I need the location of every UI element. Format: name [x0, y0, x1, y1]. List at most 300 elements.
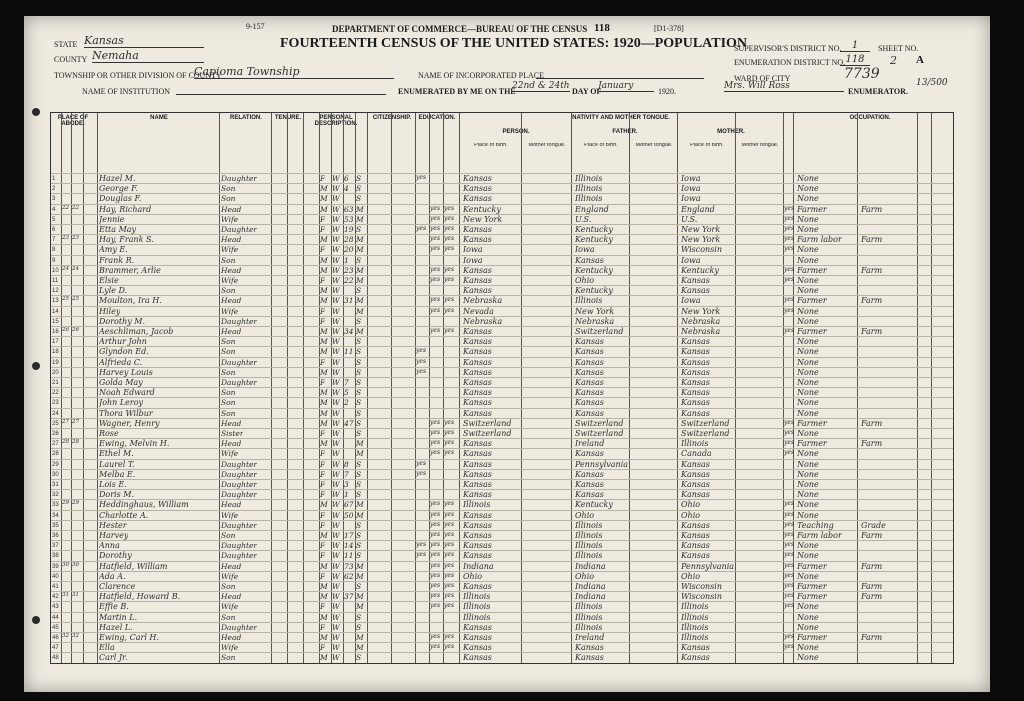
marital-status: M [356, 500, 364, 510]
can-write: yes [444, 633, 455, 640]
industry: Farm [861, 296, 883, 306]
sex: M [320, 337, 328, 347]
punch-hole-icon [32, 616, 40, 624]
sex: F [320, 357, 326, 367]
race: W [332, 480, 340, 489]
relation: Head [221, 265, 242, 275]
incorporated-place-label: NAME OF INCORPORATED PLACE [418, 71, 545, 80]
birthplace: Kansas [463, 459, 492, 469]
mother-birthplace: Wisconsin [681, 592, 723, 602]
age: 1 [344, 490, 349, 500]
can-write: yes [444, 449, 455, 457]
person-name: Golda May [99, 378, 143, 387]
family-number: 29 [72, 500, 79, 507]
page-title: FOURTEENTH CENSUS OF THE UNITED STATES: 1920—POPULATION [280, 36, 748, 51]
industry: Farm [861, 235, 883, 245]
line-number: 13 [52, 298, 59, 305]
father-birthplace: Kentucky [575, 286, 613, 296]
sex: F [320, 643, 326, 653]
section-tenure: TENURE. [274, 115, 302, 121]
attended-school: yes [416, 347, 427, 355]
relation: Son [221, 388, 236, 398]
relation: Daughter [221, 225, 257, 234]
age: 50 [344, 510, 354, 520]
can-read: yes [430, 235, 441, 243]
section-mother: MOTHER. [717, 129, 745, 135]
line-number: 26 [52, 431, 59, 437]
person-name: George F. [99, 184, 139, 194]
sex: M [320, 296, 328, 306]
enumerated-year: 1920. [658, 87, 676, 96]
race: W [332, 653, 340, 663]
township-value: Capioma Township [194, 65, 394, 79]
birthplace: Illinois [463, 602, 491, 612]
father-birthplace: Kansas [575, 653, 604, 663]
marital-status: S [356, 551, 362, 561]
relation: Son [221, 612, 236, 622]
relation: Son [221, 398, 236, 408]
birthplace: Kansas [463, 398, 492, 408]
race: W [332, 255, 340, 265]
family-number: 24 [72, 265, 79, 272]
person-name: Dorothy M. [99, 316, 146, 326]
relation: Head [221, 418, 242, 428]
race: W [332, 245, 340, 255]
father-birthplace: Ohio [575, 571, 595, 581]
father-birthplace: Kansas [575, 490, 604, 500]
father-birthplace: Indiana [575, 582, 606, 591]
person-name: Etta May [99, 225, 137, 234]
ward-label: WARD OF CITY [734, 74, 791, 83]
can-read: yes [430, 551, 441, 559]
can-write: yes [444, 500, 455, 508]
section-relation: RELATION. [230, 115, 262, 121]
line-number: 39 [52, 563, 59, 570]
father-birthplace: Kansas [575, 347, 604, 357]
sex: F [320, 306, 326, 316]
father-birthplace: Kansas [575, 337, 604, 347]
section-occupation: OCCUPATION. [849, 115, 891, 121]
marital-status: S [356, 582, 362, 591]
mother-birthplace: Kansas [681, 367, 710, 377]
race: W [332, 204, 340, 214]
birthplace: Kansas [463, 653, 492, 663]
father-birthplace: Kansas [575, 469, 604, 479]
birthplace: Kansas [463, 510, 492, 520]
father-birthplace: Kentucky [575, 500, 613, 510]
age: 11 [344, 347, 354, 357]
marital-status: S [356, 378, 362, 387]
birthplace: Switzerland [463, 418, 512, 428]
sex: F [320, 490, 326, 500]
can-write: yes [444, 306, 455, 314]
line-number: 20 [52, 369, 59, 376]
mother-birthplace: Iowa [681, 194, 701, 204]
section-name: NAME [150, 115, 168, 121]
sex: F [320, 480, 326, 489]
sex: M [320, 265, 328, 275]
age: 67 [344, 500, 354, 510]
speaks-english: yes [784, 510, 795, 518]
father-birth-header: Place of birth. [584, 143, 618, 148]
can-read: yes [430, 449, 441, 457]
race: W [332, 439, 340, 449]
can-write: yes [444, 418, 455, 426]
sex: F [320, 602, 326, 612]
person-name: Alfrieda C. [99, 357, 143, 367]
line-number: 14 [52, 308, 59, 315]
occupation: Teaching [797, 520, 834, 530]
line-number: 23 [52, 400, 59, 407]
sex: M [320, 398, 328, 408]
institution-label: NAME OF INSTITUTION [82, 87, 170, 96]
dwelling-number: 29 [62, 500, 69, 507]
mother-birthplace: Nebraska [681, 316, 721, 326]
family-number: 23 [72, 235, 79, 242]
birthplace: Kansas [463, 194, 492, 204]
person-name: Laurel T. [99, 459, 135, 469]
relation: Daughter [221, 316, 257, 326]
line-number: 38 [52, 553, 59, 560]
person-name: Aeschliman, Jacob [99, 327, 174, 336]
age: 4 [344, 184, 349, 194]
race: W [332, 184, 340, 194]
marital-status: M [356, 602, 364, 612]
industry: Farm [861, 582, 883, 591]
dwelling-number: 24 [62, 265, 69, 272]
can-write: yes [444, 296, 455, 304]
birthplace: Nebraska [463, 296, 503, 306]
person-name: Lois E. [99, 480, 127, 489]
relation: Son [221, 531, 236, 540]
speaks-english: yes [784, 296, 795, 304]
relation: Son [221, 337, 236, 347]
father-birthplace: U.S. [575, 214, 592, 224]
relation: Daughter [221, 551, 257, 561]
industry: Farm [861, 561, 883, 571]
occupation: None [797, 347, 819, 357]
speaks-english: yes [784, 439, 795, 447]
line-number: 46 [52, 635, 59, 641]
father-birthplace: Kansas [575, 398, 604, 408]
marital-status: S [356, 316, 362, 326]
race: W [332, 276, 340, 285]
father-birthplace: Illinois [575, 612, 603, 622]
marital-status: S [356, 480, 362, 489]
line-number: 32 [52, 492, 59, 499]
race: W [332, 582, 340, 591]
person-name: Effie B. [99, 602, 129, 612]
sex: M [320, 561, 328, 571]
person-name: John Leroy [99, 398, 144, 408]
sex: F [320, 520, 326, 530]
can-read: yes [430, 592, 441, 600]
dwelling-number: 31 [62, 592, 69, 599]
can-read: yes [430, 418, 441, 426]
relation: Wife [221, 214, 239, 224]
dwelling-number: 28 [62, 439, 69, 446]
mother-birthplace: Kansas [681, 459, 710, 469]
relation: Head [221, 633, 242, 642]
sex: F [320, 225, 326, 234]
attended-school: yes [416, 469, 427, 477]
sheet-value: 2 [890, 54, 897, 67]
relation: Son [221, 653, 236, 663]
sex: M [320, 408, 328, 418]
age: 53 [344, 214, 354, 224]
mother-birthplace: Pennsylvania [681, 561, 735, 571]
line-number: 27 [52, 441, 59, 448]
age: 62 [344, 571, 354, 581]
occupation: None [797, 286, 819, 296]
occupation: None [797, 357, 819, 367]
father-birthplace: Ohio [575, 510, 595, 520]
mother-birthplace: Canada [681, 449, 712, 459]
marital-status: M [356, 296, 364, 306]
age: 2 [344, 398, 349, 408]
sex: M [320, 194, 328, 204]
relation: Head [221, 592, 242, 602]
age: 34 [344, 327, 354, 336]
family-number: 25 [72, 296, 79, 303]
birthplace: Kansas [463, 439, 492, 449]
line-number: 48 [52, 655, 59, 662]
relation: Daughter [221, 541, 257, 551]
birthplace: Kansas [463, 531, 492, 540]
occupation: Farmer [797, 418, 827, 428]
occupation: Farmer [797, 265, 827, 275]
relation: Wife [221, 306, 239, 316]
occupation: None [797, 245, 819, 255]
occupation: None [797, 276, 819, 285]
age: 19 [344, 225, 354, 234]
marital-status: S [356, 653, 362, 663]
birthplace: New York [463, 214, 503, 224]
age: 7 [344, 469, 349, 479]
line-number: 25 [52, 420, 59, 427]
birthplace: Kansas [463, 184, 492, 194]
person-name: Hazel L. [99, 622, 133, 632]
mother-birthplace: Kansas [681, 469, 710, 479]
father-birthplace: Nebraska [575, 316, 615, 326]
line-number: 35 [52, 522, 59, 529]
father-birthplace: Indiana [575, 561, 606, 571]
mother-birthplace: Kansas [681, 408, 710, 418]
sex: M [320, 327, 328, 336]
sex: M [320, 592, 328, 602]
mother-birthplace: Nebraska [681, 327, 721, 336]
occupation: None [797, 408, 819, 418]
age: 3 [344, 480, 349, 489]
relation: Son [221, 255, 236, 265]
race: W [332, 571, 340, 581]
person-name: Dorothy [99, 551, 132, 561]
relation: Son [221, 347, 236, 357]
sex: M [320, 204, 328, 214]
line-number: 21 [52, 380, 59, 386]
line-number: 5 [52, 216, 56, 223]
section-education: EDUCATION. [418, 115, 456, 121]
mother-birthplace: Kansas [681, 551, 710, 561]
sex: F [320, 459, 326, 469]
section-place-of-abode: PLACE OF ABODE. [57, 115, 89, 127]
mother-birthplace: Illinois [681, 622, 709, 632]
line-number: 15 [52, 318, 59, 325]
relation: Wife [221, 643, 239, 653]
birthplace: Nevada [463, 306, 494, 316]
speaks-english: yes [784, 592, 795, 600]
mother-birthplace: New York [681, 306, 721, 316]
mother-birthplace: Iowa [681, 184, 701, 194]
mother-birthplace: Illinois [681, 633, 709, 642]
line-number: 41 [52, 584, 59, 590]
father-birthplace: Kansas [575, 255, 604, 265]
relation: Head [221, 327, 242, 336]
father-birthplace: Illinois [575, 551, 603, 561]
race: W [332, 551, 340, 561]
speaks-english: yes [784, 602, 795, 610]
person-name: Amy E. [99, 245, 128, 255]
person-name: Melba E. [99, 469, 136, 479]
birthplace: Switzerland [463, 429, 512, 438]
enumerated-month: January [598, 81, 654, 92]
marital-status: S [356, 255, 362, 265]
occupation: None [797, 388, 819, 398]
marital-status: S [356, 469, 362, 479]
sex: F [320, 469, 326, 479]
speaks-english: yes [784, 225, 795, 232]
marital-status: S [356, 286, 362, 296]
mother-birthplace: Illinois [681, 602, 709, 612]
sex: M [320, 531, 328, 540]
line-number: 47 [52, 645, 59, 652]
person-name: Moulton, Ira H. [99, 296, 162, 306]
age: 31 [344, 296, 354, 306]
relation: Son [221, 194, 236, 204]
person-name: Jennie [99, 214, 125, 224]
mother-birthplace: Kentucky [681, 265, 719, 275]
speaks-english: yes [784, 561, 795, 569]
father-birthplace: Iowa [575, 245, 595, 255]
marital-status: S [356, 194, 362, 204]
line-number: 10 [52, 267, 59, 274]
occupation: None [797, 602, 819, 612]
can-write: yes [444, 327, 455, 334]
birthplace: Iowa [463, 255, 483, 265]
age: 22 [344, 276, 354, 285]
can-write: yes [444, 541, 455, 549]
sex: M [320, 235, 328, 245]
attended-school: yes [416, 174, 427, 181]
race: W [332, 469, 340, 479]
mother-birthplace: England [681, 204, 715, 214]
race: W [332, 612, 340, 622]
speaks-english: yes [784, 276, 795, 283]
mother-birthplace: Switzerland [681, 429, 730, 438]
can-read: yes [430, 265, 441, 273]
father-birthplace: England [575, 204, 609, 214]
race: W [332, 347, 340, 357]
occupation: None [797, 469, 819, 479]
race: W [332, 592, 340, 602]
sex: F [320, 429, 326, 438]
line-number: 28 [52, 451, 59, 458]
birthplace: Kansas [463, 235, 492, 245]
occupation: None [797, 367, 819, 377]
relation: Daughter [221, 480, 257, 489]
race: W [332, 408, 340, 418]
can-write: yes [444, 204, 455, 212]
father-birthplace: Kansas [575, 388, 604, 398]
sex: M [320, 653, 328, 663]
can-read: yes [430, 541, 441, 549]
person-name: Hazel M. [99, 174, 136, 183]
speaks-english: yes [784, 643, 795, 651]
father-tongue-header: Mother tongue. [635, 143, 673, 148]
race: W [332, 174, 340, 183]
speaks-english: yes [784, 245, 795, 253]
occupation: None [797, 510, 819, 520]
sex: F [320, 214, 326, 224]
mother-birthplace: Illinois [681, 612, 709, 622]
marital-status: M [356, 510, 364, 520]
relation: Wife [221, 602, 239, 612]
industry: Grade [861, 520, 886, 530]
mother-birthplace: Kansas [681, 520, 710, 530]
marital-status: M [356, 245, 364, 255]
birthplace: Illinois [463, 500, 491, 510]
can-read: yes [430, 439, 441, 447]
race: W [332, 214, 340, 224]
birthplace: Kansas [463, 541, 492, 551]
can-read: yes [430, 561, 441, 569]
speaks-english: yes [784, 541, 795, 549]
line-number: 8 [52, 247, 56, 254]
department-heading: DEPARTMENT OF COMMERCE—BUREAU OF THE CENSUS [332, 24, 588, 34]
punch-hole-icon [32, 362, 40, 370]
margin-note: 13/500 [916, 78, 948, 88]
marital-status: M [356, 204, 364, 214]
father-birthplace: Switzerland [575, 429, 624, 438]
can-write: yes [444, 276, 455, 283]
occupation: None [797, 653, 819, 663]
can-read: yes [430, 510, 441, 518]
line-number: 31 [52, 482, 59, 488]
race: W [332, 296, 340, 306]
birthplace: Kansas [463, 643, 492, 653]
line-number: 44 [52, 614, 59, 621]
can-write: yes [444, 225, 455, 232]
marital-status: M [356, 235, 364, 245]
age: 28 [344, 235, 354, 245]
section-person: PERSON. [502, 129, 530, 135]
birthplace: Kansas [463, 265, 492, 275]
mother-birthplace: Iowa [681, 255, 701, 265]
marital-status: M [356, 327, 364, 336]
can-write: yes [444, 531, 455, 538]
race: W [332, 500, 340, 510]
line-number: 11 [52, 278, 59, 284]
father-birthplace: Kansas [575, 367, 604, 377]
occupation: None [797, 500, 819, 510]
age: 5 [344, 388, 349, 398]
person-name: Elsie [99, 276, 119, 285]
relation: Daughter [221, 490, 257, 500]
occupation: None [797, 571, 819, 581]
occupation: None [797, 214, 819, 224]
speaks-english: yes [784, 418, 795, 426]
relation: Son [221, 184, 236, 194]
